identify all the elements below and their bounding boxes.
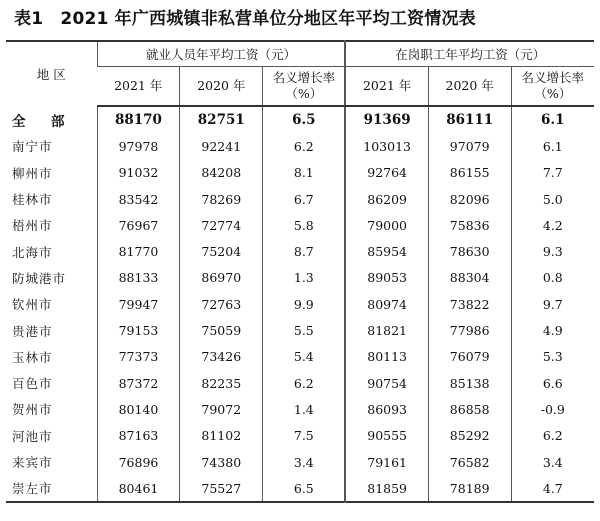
onpost-growth-cell: 4.7 bbox=[511, 475, 594, 502]
employed-2020-cell: 72763 bbox=[180, 291, 263, 317]
onpost-2020-cell: 76582 bbox=[428, 449, 511, 475]
table-row bbox=[6, 160, 594, 186]
employed-2020-cell: 72774 bbox=[180, 212, 263, 238]
region-cell: 贵港市 bbox=[12, 323, 53, 339]
region-cell: 北海市 bbox=[12, 244, 53, 260]
header-group-employed: 就业人员年平均工资（元） bbox=[97, 41, 345, 67]
header-employed-2020: 2020 年 bbox=[180, 67, 263, 107]
onpost-2020-cell: 85138 bbox=[428, 370, 511, 396]
region-cell: 桂林市 bbox=[12, 192, 53, 208]
onpost-2021-cell: 79161 bbox=[345, 449, 428, 475]
table-row bbox=[6, 186, 594, 212]
header-employed-2021: 2021 年 bbox=[97, 67, 180, 107]
onpost-2020-cell: 86155 bbox=[428, 160, 511, 186]
onpost-growth-cell: 6.1 bbox=[511, 106, 594, 133]
employed-growth-cell: 6.7 bbox=[263, 186, 346, 212]
onpost-2020-cell: 77986 bbox=[428, 317, 511, 343]
employed-growth-cell: 6.5 bbox=[263, 475, 346, 502]
onpost-2020-cell: 76079 bbox=[428, 344, 511, 370]
region-cell: 来宾市 bbox=[12, 455, 53, 470]
onpost-2020-cell: 97079 bbox=[428, 133, 511, 159]
employed-growth-cell: 6.5 bbox=[263, 106, 346, 133]
onpost-growth-cell: -0.9 bbox=[511, 396, 594, 422]
onpost-2020-cell: 88304 bbox=[428, 265, 511, 291]
onpost-2020-cell: 75836 bbox=[428, 212, 511, 238]
employed-growth-cell: 5.8 bbox=[263, 212, 346, 238]
employed-2021-cell: 76896 bbox=[97, 449, 180, 475]
onpost-2020-cell: 82096 bbox=[428, 186, 511, 212]
onpost-growth-cell: 4.2 bbox=[511, 212, 594, 238]
employed-growth-cell: 6.2 bbox=[263, 370, 346, 396]
onpost-growth-cell: 7.7 bbox=[511, 160, 594, 186]
employed-growth-cell: 7.5 bbox=[263, 423, 346, 449]
table-header bbox=[6, 41, 594, 106]
onpost-2021-cell: 86093 bbox=[345, 396, 428, 422]
growth-unit: （%） bbox=[534, 86, 572, 101]
header-region: 地 区 bbox=[36, 67, 66, 82]
employed-2020-cell: 78269 bbox=[180, 186, 263, 212]
onpost-2021-cell: 89053 bbox=[345, 265, 428, 291]
onpost-2020-cell: 78189 bbox=[428, 475, 511, 502]
onpost-2020-cell: 86858 bbox=[428, 396, 511, 422]
onpost-growth-cell: 6.6 bbox=[511, 370, 594, 396]
employed-growth-cell: 1.4 bbox=[263, 396, 346, 422]
onpost-2020-cell: 85292 bbox=[428, 423, 511, 449]
header-onpost-2020: 2020 年 bbox=[428, 67, 511, 107]
table-row bbox=[6, 238, 594, 264]
employed-2020-cell: 75059 bbox=[180, 317, 263, 343]
region-cell: 河池市 bbox=[12, 428, 53, 444]
onpost-2021-cell: 90754 bbox=[345, 370, 428, 396]
employed-growth-cell: 1.3 bbox=[263, 265, 346, 291]
onpost-growth-cell: 4.9 bbox=[511, 317, 594, 343]
onpost-2020-cell: 78630 bbox=[428, 238, 511, 264]
table-row bbox=[6, 317, 594, 343]
employed-2021-cell: 80140 bbox=[97, 396, 180, 422]
table-row bbox=[6, 344, 594, 370]
employed-2021-cell: 79153 bbox=[97, 317, 180, 343]
onpost-2021-cell: 103013 bbox=[345, 133, 428, 159]
region-cell: 防城港市 bbox=[12, 270, 67, 286]
onpost-2020-cell: 86111 bbox=[428, 106, 511, 133]
onpost-2021-cell: 80974 bbox=[345, 291, 428, 317]
table-row bbox=[6, 212, 594, 238]
onpost-growth-cell: 6.2 bbox=[511, 423, 594, 449]
onpost-growth-cell: 9.7 bbox=[511, 291, 594, 317]
employed-2021-cell: 81770 bbox=[97, 238, 180, 264]
employed-2021-cell: 97978 bbox=[97, 133, 180, 159]
employed-2020-cell: 92241 bbox=[180, 133, 263, 159]
employed-2021-cell: 76967 bbox=[97, 212, 180, 238]
employed-2021-cell: 87163 bbox=[97, 423, 180, 449]
onpost-growth-cell: 5.0 bbox=[511, 186, 594, 212]
onpost-growth-cell: 3.4 bbox=[511, 449, 594, 475]
employed-2021-cell: 79947 bbox=[97, 291, 180, 317]
employed-2020-cell: 82751 bbox=[180, 106, 263, 133]
onpost-growth-cell: 5.3 bbox=[511, 344, 594, 370]
employed-2020-cell: 86970 bbox=[180, 265, 263, 291]
table-row bbox=[6, 475, 594, 502]
onpost-2021-cell: 92764 bbox=[345, 160, 428, 186]
wage-table bbox=[6, 40, 594, 503]
onpost-2021-cell: 90555 bbox=[345, 423, 428, 449]
table-row-total bbox=[6, 106, 594, 133]
growth-label: 名义增长率 bbox=[521, 70, 585, 85]
onpost-2021-cell: 81859 bbox=[345, 475, 428, 502]
onpost-2020-cell: 73822 bbox=[428, 291, 511, 317]
table-row bbox=[6, 265, 594, 291]
onpost-2021-cell: 81821 bbox=[345, 317, 428, 343]
region-cell: 崇左市 bbox=[12, 481, 53, 497]
header-row-1 bbox=[6, 41, 594, 67]
region-cell: 百色市 bbox=[12, 376, 53, 392]
employed-2021-cell: 88170 bbox=[97, 106, 180, 133]
employed-growth-cell: 9.9 bbox=[263, 291, 346, 317]
header-employed-growth bbox=[263, 67, 346, 107]
employed-growth-cell: 5.5 bbox=[263, 317, 346, 343]
employed-growth-cell: 5.4 bbox=[263, 344, 346, 370]
region-cell: 玉林市 bbox=[12, 349, 53, 365]
onpost-2021-cell: 86209 bbox=[345, 186, 428, 212]
onpost-growth-cell: 6.1 bbox=[511, 133, 594, 159]
table-row bbox=[6, 133, 594, 159]
header-onpost-growth bbox=[511, 67, 594, 107]
table-body bbox=[6, 106, 594, 502]
table-row bbox=[6, 370, 594, 396]
employed-2021-cell: 91032 bbox=[97, 160, 180, 186]
region-cell: 全 部 bbox=[12, 113, 71, 130]
onpost-2021-cell: 79000 bbox=[345, 212, 428, 238]
employed-2020-cell: 84208 bbox=[180, 160, 263, 186]
employed-2020-cell: 73426 bbox=[180, 344, 263, 370]
employed-2020-cell: 81102 bbox=[180, 423, 263, 449]
growth-unit: （%） bbox=[285, 86, 323, 101]
region-cell: 柳州市 bbox=[12, 165, 53, 181]
employed-2020-cell: 79072 bbox=[180, 396, 263, 422]
region-cell: 钦州市 bbox=[12, 297, 53, 313]
onpost-2021-cell: 91369 bbox=[345, 106, 428, 133]
header-onpost-2021: 2021 年 bbox=[345, 67, 428, 107]
employed-2021-cell: 88133 bbox=[97, 265, 180, 291]
onpost-2021-cell: 80113 bbox=[345, 344, 428, 370]
table-row bbox=[6, 423, 594, 449]
table-row bbox=[6, 449, 594, 475]
region-cell: 梧州市 bbox=[12, 218, 53, 234]
employed-2021-cell: 80461 bbox=[97, 475, 180, 502]
onpost-growth-cell: 9.3 bbox=[511, 238, 594, 264]
table-row bbox=[6, 291, 594, 317]
onpost-growth-cell: 0.8 bbox=[511, 265, 594, 291]
employed-growth-cell: 8.1 bbox=[263, 160, 346, 186]
onpost-2021-cell: 85954 bbox=[345, 238, 428, 264]
header-group-onpost: 在岗职工年平均工资（元） bbox=[345, 41, 594, 67]
table-title: 表1 2021 年广西城镇非私营单位分地区年平均工资情况表 bbox=[14, 9, 476, 29]
growth-label: 名义增长率 bbox=[272, 70, 336, 85]
employed-2020-cell: 75204 bbox=[180, 238, 263, 264]
employed-2020-cell: 82235 bbox=[180, 370, 263, 396]
region-cell: 贺州市 bbox=[12, 402, 53, 418]
employed-2021-cell: 83542 bbox=[97, 186, 180, 212]
employed-2020-cell: 75527 bbox=[180, 475, 263, 502]
employed-2021-cell: 77373 bbox=[97, 344, 180, 370]
table-row bbox=[6, 396, 594, 422]
employed-2020-cell: 74380 bbox=[180, 449, 263, 475]
employed-growth-cell: 6.2 bbox=[263, 133, 346, 159]
employed-2021-cell: 87372 bbox=[97, 370, 180, 396]
region-cell: 南宁市 bbox=[12, 139, 53, 155]
employed-growth-cell: 8.7 bbox=[263, 238, 346, 264]
employed-growth-cell: 3.4 bbox=[263, 449, 346, 475]
